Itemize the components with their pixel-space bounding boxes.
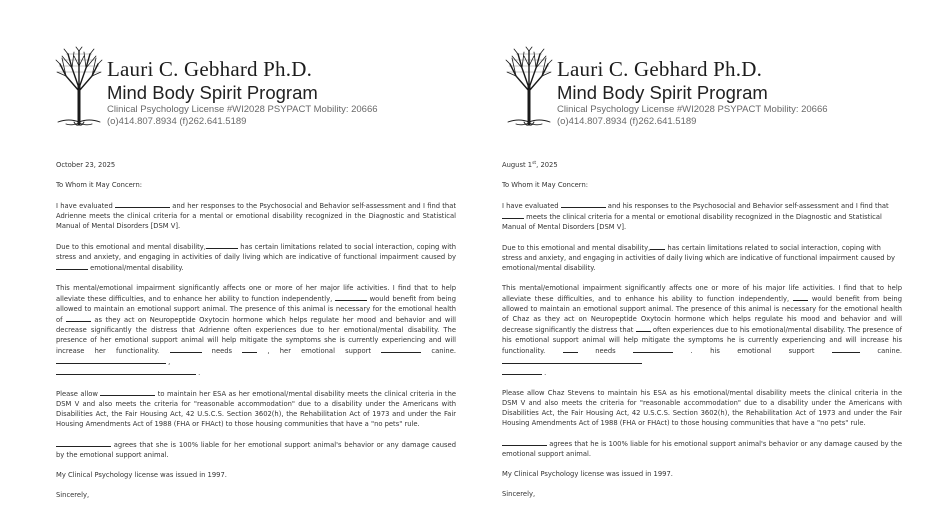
text: Please allow: [56, 390, 101, 398]
blank-line: [170, 345, 202, 353]
paragraph-liability: [502, 438, 902, 459]
text: meets the clinical criteria for a mental or emotional disability recognized in the Diagnostic and Statistical Manual of Mental Disorders [DSM V].: [502, 213, 882, 231]
salutation: To Whom it May Concern:: [56, 181, 143, 189]
text: canine.: [421, 347, 456, 355]
tree-icon: [504, 46, 554, 126]
letterhead-phone: (o)414.807.8934 (f)262.641.5189: [557, 116, 697, 127]
closing: Sincerely,: [502, 490, 536, 498]
blank-line: [793, 293, 808, 301]
paragraph-evaluation: [56, 200, 456, 231]
text: This mental/emotional impairment significantly affects one or more of his major life activities. I find that to help alleviate these difficulties, and to enhance his ability to function independently,: [502, 284, 902, 303]
blank-line: [502, 438, 547, 446]
text: needs: [201, 347, 243, 355]
letter-date: October 23, 2025: [56, 161, 116, 169]
paragraph-license: My Clinical Psychology license was issued in 1997.: [56, 471, 227, 479]
blank-line: [381, 345, 421, 353]
blank-line: [56, 439, 111, 447]
blank-line: [561, 200, 606, 208]
tree-icon: [54, 46, 104, 126]
text: Due to this emotional and mental disability,: [502, 244, 651, 252]
text: has certain limitations related to social interaction, coping with stress and anxiety, and engaging in activities of daily living which are indicative of functional impairment caused by: [56, 243, 456, 261]
blank-line: [100, 388, 155, 396]
text: emotional/mental disability.: [88, 264, 184, 272]
text: and his responses to the Psychosocial and Behavior self-assessment and I find that: [605, 202, 889, 210]
letterhead-license: Clinical Psychology License #WI2028 PSYPACT Mobility: 20666: [107, 104, 378, 115]
letter-body: [502, 160, 902, 509]
text: Due to this emotional and mental disability,: [56, 243, 206, 251]
text: as they act on Neuropeptide Oxytocin hormone which helps regulate her mood and behavior and will decrease significantly the distress that Adrienne often experiences due to her emotional/mental disability. The presence of her emotional support animal will help mitigate the symptoms she is currently experiencing and will increase her functionality.: [56, 316, 456, 355]
text: needs: [577, 347, 634, 355]
blank-line: [563, 345, 578, 353]
paragraph-accommodation: [56, 388, 456, 429]
closing: Sincerely,: [56, 491, 90, 499]
letterhead-phone: (o)414.807.8934 (f)262.641.5189: [107, 116, 247, 127]
blank-line: [335, 293, 367, 301]
blank-line: [56, 367, 196, 375]
paragraph-license: My Clinical Psychology license was issued in 1997.: [502, 470, 673, 478]
letterhead-program: Mind Body Spirit Program: [107, 82, 318, 103]
paragraph-limitations: [56, 241, 456, 273]
blank-line: [502, 356, 642, 364]
blank-line: [636, 324, 651, 332]
text: to maintain her ESA as her emotional/mental disability meets the clinical criteria in the DSM V and also meets the criteria for "reasonable accommodation" due to a disability under the Americans with Disabilities Act, the Fair Housing Act, 42 U.S.C.S. Section 3602(h), the Rehabilitation Act of 1973 and under the Fair Housing Amendments Act of 1988 (FHA or FHAct) to those housing communities that have a "no pets" rule.: [56, 390, 457, 428]
text: canine.: [859, 347, 902, 355]
letter-date: [502, 160, 902, 170]
blank-line: [502, 211, 524, 219]
paragraph-evaluation: [502, 200, 902, 232]
paragraph-accommodation: Please allow Chaz Stevens to maintain his ESA as his emotional/mental disability meets the clinical criteria in the DSM V and also meets the criteria for "reasonable accommodation" due to a disability under the Americans with Disabilities Act, the Fair Housing Act, 42 U.S.C.S. Section 3602(h), the Rehabilitation Act of 1973 and under the Fair Housing Amendments Act of 1988 (FHA or FHAct) to those housing communities that have a "no pets" rule.: [502, 389, 902, 427]
text: I have evaluated: [56, 202, 115, 210]
paragraph-liability: [56, 439, 456, 460]
blank-line: [832, 345, 860, 353]
paragraph-impairment: [502, 283, 902, 378]
blank-line: [56, 262, 88, 270]
blank-line: [633, 345, 673, 353]
text: , her emotional support: [257, 347, 382, 355]
blank-line: [56, 356, 166, 364]
date-suffix: st: [532, 160, 537, 166]
text: I have evaluated: [502, 202, 561, 210]
text: has certain limitations related to social interaction, coping with stress and anxiety, and engaging in activities of daily living which are indicative of functional impairment caused by emotional/mental disability.: [502, 244, 896, 272]
text: ,: [166, 358, 171, 366]
blank-line: [206, 241, 238, 249]
text: This mental/emotional impairment significantly affects one or more of her major life activities. I find that to help alleviate these difficulties, and to enhance her ability to function independently,: [56, 284, 456, 303]
text: would benefit from being allowed to maintain an emotional support animal. The presence of this animal is necessary for the emotional health of: [56, 295, 456, 324]
text: .: [542, 369, 547, 377]
text: agrees that she is 100% liable for her emotional support animal's behavior or any damage caused by the emotional support animal.: [56, 441, 456, 459]
blank-line: [115, 200, 170, 208]
paragraph-impairment: [56, 283, 456, 378]
blank-line: [242, 345, 257, 353]
letter-body: [56, 160, 456, 510]
salutation: To Whom it May Concern:: [502, 181, 589, 189]
text: . his emotional support: [673, 347, 832, 355]
letterhead-program: Mind Body Spirit Program: [557, 82, 768, 103]
text: .: [196, 369, 201, 377]
date-text: August 1: [502, 161, 533, 169]
text: and her responses to the Psychosocial and Behavior self-assessment and I find that Adrienne meets the clinical criteria for a mental or emotional disability recognized in the Diagnostic and Statistical Manual of Mental Disorders [DSM V].: [56, 202, 456, 230]
text: agrees that he is 100% liable for his emotional support animal's behavior or any damage caused by the emotional support animal.: [502, 440, 902, 458]
text: often experiences due to his emotional/mental disability. The presence of his emotional support animal will help mitigate the symptoms he is currently experiencing and will increase his functionality.: [502, 326, 902, 355]
paragraph-limitations: [502, 242, 902, 273]
letterhead-name: Lauri C. Gebhard Ph.D.: [557, 57, 763, 81]
blank-line: [502, 367, 542, 375]
letterhead-license: Clinical Psychology License #WI2028 PSYPACT Mobility: 20666: [557, 104, 828, 115]
letterhead-name: Lauri C. Gebhard Ph.D.: [107, 57, 313, 81]
letter-page-right: [490, 0, 932, 524]
date-year: , 2025: [536, 161, 558, 169]
text: would benefit from being allowed to maintain an emotional support animal. The presence of this animal is necessary for the emotional health of Chaz as they act on Neuropeptide Oxytocin hormone which helps regulate his mood and behavior and will decrease significantly the distress that: [502, 295, 902, 334]
blank-line: [66, 314, 91, 322]
blank-line: [650, 242, 665, 250]
